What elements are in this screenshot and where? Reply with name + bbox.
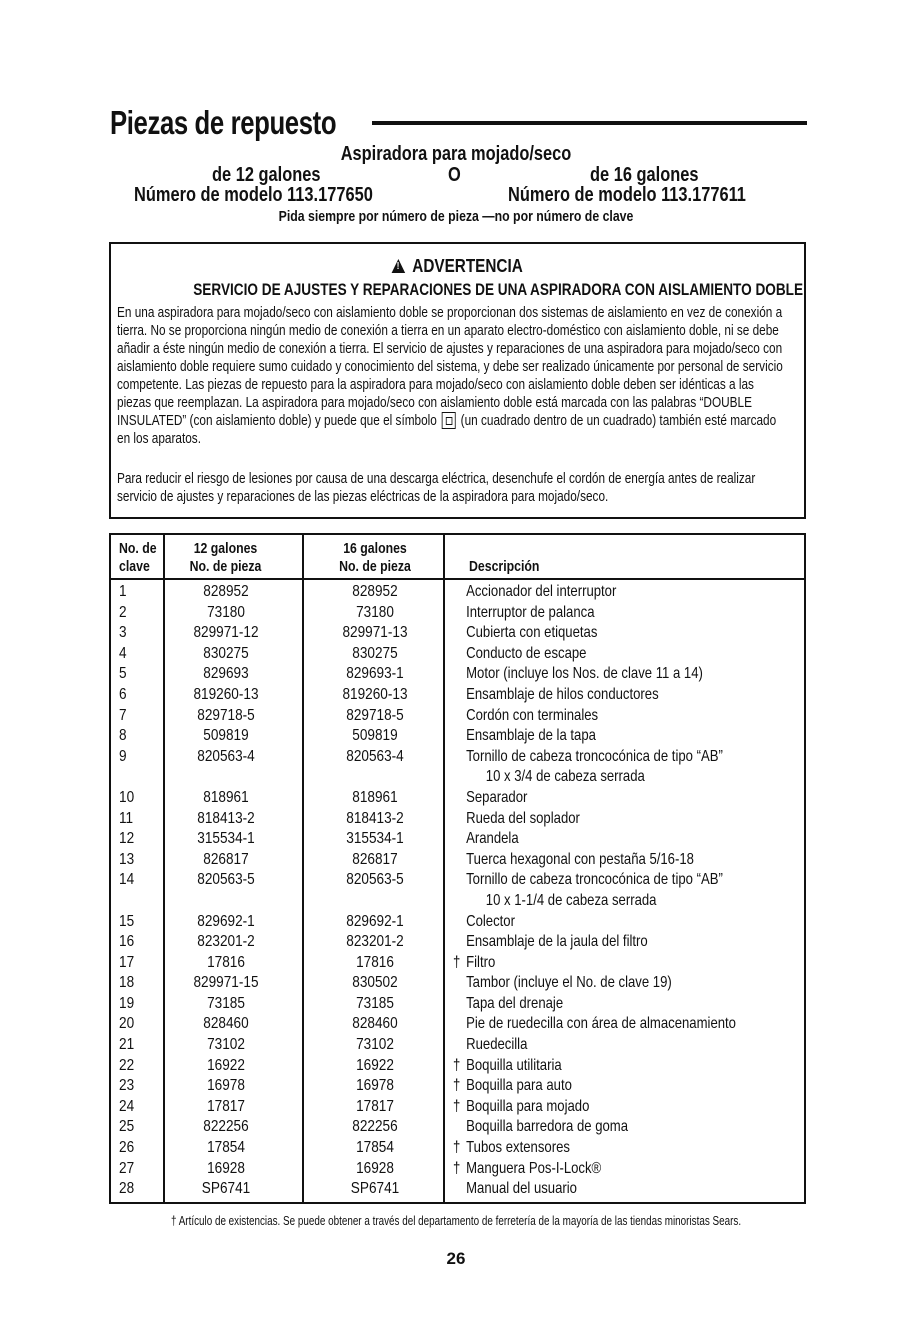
warning-title: ADVERTENCIA — [412, 256, 524, 276]
part-number-16-gal: 315534-1 — [346, 830, 404, 848]
header-divider — [111, 578, 804, 580]
table-row — [111, 932, 804, 953]
table-row — [111, 1014, 804, 1035]
part-description: Accionador del interruptor — [466, 583, 617, 600]
part-number-16-gal: 818413-2 — [346, 809, 404, 827]
part-number-12-gal: 823201-2 — [197, 933, 255, 951]
key-number: 2 — [119, 603, 127, 621]
part-number-16-gal: 828952 — [352, 583, 398, 600]
part-number-16-gal: 829718-5 — [346, 706, 404, 724]
key-number: 6 — [119, 685, 127, 703]
part-description: † Manguera Pos-I-Lock® — [453, 1159, 601, 1180]
table-row — [111, 1117, 804, 1138]
part-number-16-gal: 822256 — [352, 1118, 398, 1136]
part-description: Cordón con terminales — [466, 706, 599, 724]
size-12-label: de 12 galones — [212, 164, 321, 186]
warning-box — [109, 242, 806, 519]
key-number: 15 — [119, 912, 135, 930]
warning-paragraph-2: Para reducir el riesgo de lesiones por causa de una descarga eléctrica, desenchufe el cordón de energía antes de realizar servicio de ajustes y reparaciones de las piezas eléctricas de la aspiradora para mojado/seco. — [117, 471, 756, 505]
key-number: 26 — [119, 1139, 135, 1157]
or-label: O — [448, 164, 461, 186]
part-number-16-gal: 73180 — [356, 603, 394, 621]
part-description: Ensamblaje de la tapa — [466, 727, 596, 745]
key-number: 3 — [119, 624, 127, 642]
part-number-12-gal: 16928 — [207, 1159, 245, 1177]
part-description: † Tubos extensores — [453, 1138, 570, 1159]
table-row — [111, 747, 804, 788]
model-16-label: Número de modelo 113.177611 — [508, 184, 746, 206]
part-number-12-gal: 73185 — [207, 994, 245, 1012]
table-row — [111, 953, 804, 974]
part-number-12-gal: 17817 — [207, 1097, 245, 1115]
table-row — [111, 685, 804, 706]
part-number-12-gal: 820563-5 — [197, 871, 255, 889]
part-number-12-gal: 17854 — [207, 1139, 245, 1157]
part-number-12-gal: 830275 — [203, 644, 249, 662]
title-rule — [372, 121, 807, 125]
table-row — [111, 623, 804, 644]
part-number-12-gal: 829693 — [203, 665, 249, 683]
part-number-16-gal: SP6741 — [350, 1180, 400, 1198]
header-12-gal-part-no: 12 galones No. de pieza — [189, 540, 262, 575]
part-number-12-gal: 818413-2 — [197, 809, 255, 827]
key-number: 8 — [119, 727, 127, 745]
header-description: Descripción — [469, 558, 540, 575]
description-continuation: 10 x 3/4 de cabeza serrada — [485, 768, 645, 786]
stock-item-dagger: † — [453, 1139, 461, 1157]
warning-subtitle: SERVICIO DE AJUSTES Y REPARACIONES DE UNA ASPIRADORA CON AISLAMIENTO DOBLE — [193, 280, 804, 299]
part-number-16-gal: 829693-1 — [346, 665, 404, 683]
part-number-12-gal: 829971-15 — [193, 974, 259, 992]
table-row — [111, 706, 804, 727]
part-description: Motor (incluye los Nos. de clave 11 a 14) — [466, 665, 703, 683]
table-body — [111, 582, 804, 1200]
part-description: Ensamblaje de hilos conductores — [466, 685, 659, 703]
part-description: Tornillo de cabeza troncocónica de tipo “AB” 10 x 1-1/4 de cabeza serrada — [453, 870, 723, 911]
table-row — [111, 1138, 804, 1159]
part-number-16-gal: 830502 — [352, 974, 398, 992]
key-number: 17 — [119, 953, 135, 971]
table-row — [111, 1076, 804, 1097]
part-description: Tambor (incluye el No. de clave 19) — [466, 974, 672, 992]
warning-heading — [111, 256, 804, 277]
part-description: Tornillo de cabeza troncocónica de tipo “AB” 10 x 3/4 de cabeza serrada — [453, 747, 723, 788]
part-number-12-gal: 17816 — [207, 953, 245, 971]
part-number-16-gal: 820563-4 — [346, 747, 404, 765]
part-description: Tuerca hexagonal con pestaña 5/16-18 — [466, 850, 694, 868]
part-number-16-gal: 16978 — [356, 1077, 394, 1095]
stock-item-dagger: † — [453, 1056, 461, 1074]
key-number: 20 — [119, 1015, 135, 1033]
part-number-16-gal: 820563-5 — [346, 871, 404, 889]
key-number: 14 — [119, 871, 135, 889]
part-number-12-gal: SP6741 — [201, 1180, 251, 1198]
part-description: Pie de ruedecilla con área de almacenamiento — [466, 1015, 736, 1033]
part-number-16-gal: 829971-13 — [342, 624, 408, 642]
part-number-16-gal: 73185 — [356, 994, 394, 1012]
stock-item-dagger: † — [453, 1077, 461, 1095]
key-number: 9 — [119, 747, 127, 765]
header-16-gal-part-no: 16 galones No. de pieza — [339, 540, 411, 575]
key-number: 7 — [119, 706, 127, 724]
key-number: 12 — [119, 830, 135, 848]
part-number-16-gal: 819260-13 — [342, 685, 408, 703]
key-number: 10 — [119, 788, 135, 806]
part-number-16-gal: 73102 — [356, 1036, 394, 1054]
table-row — [111, 664, 804, 685]
part-description: Colector — [466, 912, 515, 930]
key-number: 16 — [119, 933, 135, 951]
table-row — [111, 973, 804, 994]
parts-table — [109, 533, 806, 1204]
table-row — [111, 912, 804, 933]
stock-item-dagger: † — [453, 1097, 461, 1115]
part-number-12-gal: 829971-12 — [193, 624, 259, 642]
table-row — [111, 809, 804, 830]
part-number-16-gal: 17854 — [356, 1139, 394, 1157]
table-row — [111, 1056, 804, 1077]
part-description: Boquilla barredora de goma — [466, 1118, 629, 1136]
part-number-12-gal: 822256 — [203, 1118, 249, 1136]
part-description: Tapa del drenaje — [466, 994, 564, 1012]
model-12-label: Número de modelo 113.177650 — [134, 184, 373, 206]
part-number-16-gal: 828460 — [352, 1015, 398, 1033]
table-row — [111, 603, 804, 624]
table-row — [111, 850, 804, 871]
key-number: 22 — [119, 1056, 135, 1074]
part-number-16-gal: 16922 — [356, 1056, 394, 1074]
part-number-12-gal: 819260-13 — [193, 685, 259, 703]
part-number-12-gal: 829692-1 — [197, 912, 255, 930]
part-description: Arandela — [466, 830, 519, 848]
part-number-12-gal: 828952 — [203, 583, 249, 600]
part-number-16-gal: 826817 — [352, 850, 398, 868]
key-number: 18 — [119, 974, 135, 992]
part-description: Ruedecilla — [466, 1036, 528, 1054]
table-row — [111, 1179, 804, 1200]
header-key-no: No. de clave — [119, 540, 157, 575]
key-number: 1 — [119, 583, 127, 600]
page-title: Piezas de repuesto — [110, 104, 337, 141]
part-description: Manual del usuario — [466, 1180, 577, 1198]
part-description: Conducto de escape — [466, 644, 587, 662]
double-insulation-square-icon — [442, 412, 456, 429]
table-row — [111, 1159, 804, 1180]
key-number: 19 — [119, 994, 135, 1012]
part-description: Separador — [466, 788, 528, 806]
key-number: 4 — [119, 644, 127, 662]
part-description: † Filtro — [453, 953, 495, 974]
part-description: Ensamblaje de la jaula del filtro — [466, 933, 648, 951]
key-number: 24 — [119, 1097, 135, 1115]
size-16-label: de 16 galones — [590, 164, 699, 186]
part-number-12-gal: 73180 — [207, 603, 245, 621]
table-row — [111, 644, 804, 665]
table-row — [111, 1035, 804, 1056]
key-number: 25 — [119, 1118, 135, 1136]
part-description: † Boquilla para mojado — [453, 1097, 589, 1118]
key-number: 27 — [119, 1159, 135, 1177]
table-row — [111, 870, 804, 911]
order-note: Pida siempre por número de pieza —no por número de clave — [278, 208, 634, 225]
footnote: † Artículo de existencias. Se puede obtener a través del departamento de ferretería de la mayoría de las tiendas minoristas Sears. — [170, 1213, 742, 1228]
key-number: 21 — [119, 1036, 135, 1054]
part-description: † Boquilla para auto — [453, 1076, 572, 1097]
table-row — [111, 829, 804, 850]
part-number-12-gal: 826817 — [203, 850, 249, 868]
page-number: 26 — [446, 1249, 466, 1268]
part-description: Rueda del soplador — [466, 809, 580, 827]
warning-paragraph-1: En una aspiradora para mojado/seco con aislamiento doble se proporcionan dos sistemas de aislamiento en vez de conexión a tierra. No se proporciona ningún medio de conexión a tierra en un aparato electro-doméstico con aislamiento doble, ni se debe añadir a éste ningún medio de conexión a tierra. El servicio de ajustes y reparaciones de una aspiradora para mojado/seco con aislamiento doble requiere sumo cuidado y conocimiento del sistema, y debe ser realizado únicamente por personal de servicio competente. Las piezas de repuesto para la aspiradora para mojado/seco con aislamiento doble deben ser idénticas a las piezas que reemplazan. La aspiradora para mojado/seco con aislamiento doble está marcada con las palabras “DOUBLE INSULATED” (con aislamiento doble) y puede que el símbolo (un cuadrado dentro de un cuadrado) también esté marcado en los aparatos. — [117, 305, 783, 447]
part-number-12-gal: 820563-4 — [197, 747, 255, 765]
part-description: Interruptor de palanca — [466, 603, 595, 621]
product-subtitle: Aspiradora para mojado/seco — [340, 143, 572, 165]
key-number: 23 — [119, 1077, 135, 1095]
key-number: 28 — [119, 1180, 135, 1198]
key-number: 5 — [119, 665, 127, 683]
table-row — [111, 788, 804, 809]
part-description: † Boquilla utilitaria — [453, 1056, 562, 1077]
table-row — [111, 726, 804, 747]
part-number-12-gal: 16922 — [207, 1056, 245, 1074]
part-number-12-gal: 828460 — [203, 1015, 249, 1033]
part-number-16-gal: 818961 — [352, 788, 398, 806]
part-number-16-gal: 17817 — [356, 1097, 394, 1115]
part-number-12-gal: 315534-1 — [197, 830, 255, 848]
table-row — [111, 1097, 804, 1118]
stock-item-dagger: † — [453, 953, 461, 971]
part-number-16-gal: 830275 — [352, 644, 398, 662]
part-number-16-gal: 829692-1 — [346, 912, 404, 930]
part-description: Cubierta con etiquetas — [466, 624, 598, 642]
part-number-12-gal: 509819 — [203, 727, 249, 745]
part-number-16-gal: 16928 — [356, 1159, 394, 1177]
key-number: 13 — [119, 850, 135, 868]
part-number-16-gal: 509819 — [352, 727, 398, 745]
table-row — [111, 582, 804, 603]
key-number: 11 — [119, 809, 134, 827]
part-number-12-gal: 73102 — [207, 1036, 245, 1054]
table-row — [111, 994, 804, 1015]
part-number-12-gal: 16978 — [207, 1077, 245, 1095]
part-number-16-gal: 823201-2 — [346, 933, 404, 951]
description-continuation: 10 x 1-1/4 de cabeza serrada — [485, 891, 657, 909]
stock-item-dagger: † — [453, 1159, 461, 1177]
part-number-12-gal: 829718-5 — [197, 706, 255, 724]
part-number-16-gal: 17816 — [356, 953, 394, 971]
warning-triangle-icon — [392, 259, 406, 273]
part-number-12-gal: 818961 — [203, 788, 249, 806]
title-row — [110, 104, 807, 140]
